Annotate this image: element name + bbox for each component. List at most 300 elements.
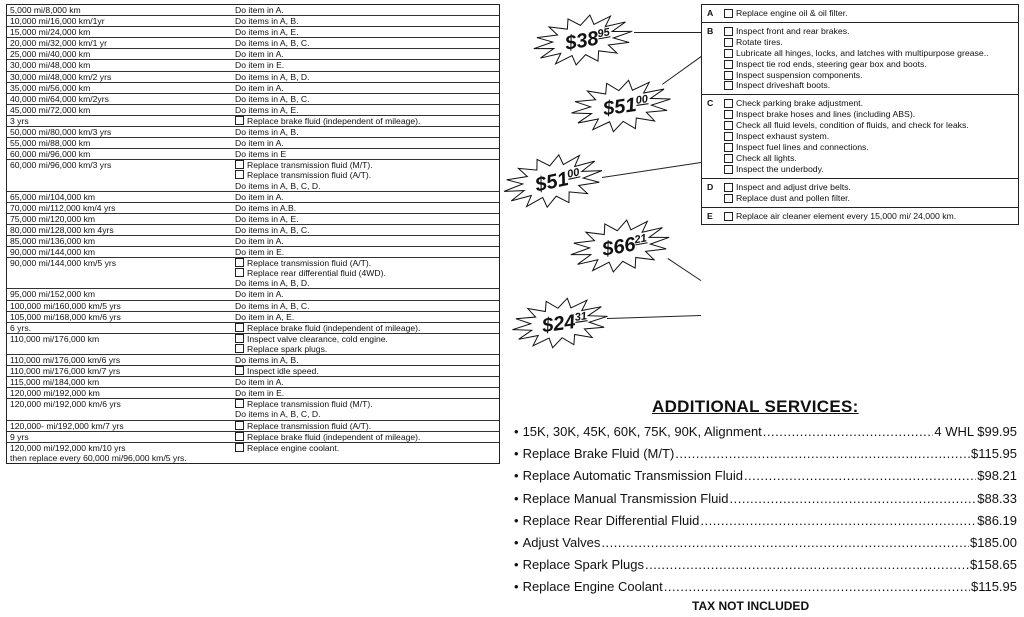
checkbox-icon [724,212,733,221]
schedule-action-text: Do item in A. [235,82,284,93]
checkbox-icon [724,194,733,203]
schedule-actions [232,192,499,202]
price-dollars: $51 [601,93,638,121]
schedule-actions [232,312,499,322]
package-item-text: Check parking brake adjustment. [736,98,863,109]
schedule-action [235,421,499,431]
schedule-action-text: Do items in A, B. [235,16,299,27]
schedule-row [7,38,499,49]
price-starburst [507,294,613,352]
schedule-actions [232,149,499,159]
package-item [724,70,1014,81]
package-item-text: Inspect brake hoses and lines (including ABS). [736,109,916,120]
schedule-interval: 35,000 mi/56,000 km [10,82,91,93]
bullet: • [514,535,519,551]
schedule-action [235,432,499,442]
schedule-actions [232,258,499,288]
checkbox-icon [724,165,733,174]
service-label: Replace Manual Transmission Fluid [522,490,729,506]
schedule-row [7,160,499,191]
checkbox-icon [235,399,244,408]
checkbox-icon [724,60,733,69]
schedule-action [235,160,499,170]
schedule-interval: 40,000 mi/64,000 km/2yrs [10,93,109,104]
schedule-row [7,366,499,377]
schedule-interval: 25,000 mi/40,000 km [10,49,91,60]
checkbox-icon [235,258,244,267]
schedule-action [235,27,499,37]
package-item [724,80,1014,91]
schedule-action-text: Do items in A, B, C, D. [235,409,321,420]
service-label: Replace Engine Coolant [522,579,663,595]
checkbox-icon [724,132,733,141]
service-label: Replace Spark Plugs [522,557,644,573]
schedule-action-text: Do item in A. [235,235,284,246]
schedule-interval: 50,000 mi/80,000 km/3 yrs [10,127,112,138]
schedule-actions [232,214,499,224]
package-item-text: Inspect tie rod ends, steering gear box and boots. [736,58,927,69]
schedule-action-text: Replace transmission fluid (M/T). [247,399,373,410]
dot-leader [675,443,970,465]
schedule-action [235,83,499,93]
schedule-action [235,203,499,213]
schedule-interval: 90,000 mi/144,000 km [10,247,96,258]
schedule-row [7,334,499,355]
schedule-interval: 75,000 mi/120,000 km [10,213,96,224]
service-price: $115.95 [970,579,1017,595]
schedule-actions [232,366,499,376]
schedule-row [7,214,499,225]
checkbox-icon [724,154,733,163]
dot-leader [730,488,977,510]
checkbox-icon [235,366,244,375]
dot-leader [763,421,934,443]
service-price: $115.95 [970,446,1017,462]
package-letter: C [707,98,714,109]
schedule-action-text: Replace spark plugs. [247,343,328,354]
schedule-actions [232,27,499,37]
schedule-actions [232,399,499,419]
package-item [724,48,1014,59]
schedule-actions [232,301,499,311]
schedule-action [235,105,499,115]
additional-services-list [514,421,1017,599]
schedule-interval: 120,000 mi/192,000 km [10,388,100,399]
schedule-interval: 60,000 mi/96,000 km [10,149,91,160]
checkbox-icon [724,143,733,152]
schedule-action [235,60,499,70]
schedule-action-text: Do item in A. [235,5,284,15]
service-package-e [702,208,1018,225]
schedule-row [7,127,499,138]
schedule-interval: 3 yrs [10,115,29,126]
schedule-interval: 110,000 mi/176,000 km/6 yrs [10,355,121,365]
package-item [724,120,1014,131]
price-cents: 00 [634,93,649,107]
schedule-row [7,94,499,105]
schedule-actions [232,289,499,299]
checkbox-icon [724,81,733,90]
package-item [724,131,1014,142]
schedule-row [7,60,499,71]
package-item-text: Inspect the underbody. [736,163,824,174]
checkbox-icon [724,49,733,58]
schedule-actions [232,83,499,93]
schedule-interval: 105,000 mi/168,000 km/6 yrs [10,311,121,322]
checkbox-icon [724,27,733,36]
package-item [724,211,1014,222]
schedule-action-text: Replace brake fluid (independent of mileage). [247,322,421,333]
additional-service-row [514,510,1017,532]
package-item-text: Replace engine oil & oil filter. [736,8,848,18]
schedule-row [7,16,499,27]
schedule-action [235,72,499,82]
checkbox-icon [235,323,244,332]
schedule-actions [232,16,499,26]
schedule-action-text: Do item in A. [235,377,284,388]
schedule-actions [232,355,499,365]
schedule-action-text: Do items in A, E. [235,27,299,38]
schedule-interval: 90,000 mi/144,000 km/5 yrs [10,258,117,269]
bullet: • [514,579,519,595]
bullet: • [514,468,519,484]
checkbox-icon [235,344,244,353]
checkbox-icon [724,71,733,80]
schedule-action-text: Do item in E. [235,388,285,399]
schedule-action [235,5,499,15]
schedule-actions [232,377,499,387]
schedule-footnote: then replace every 60,000 mi/96,000 km/5 yrs. [10,452,187,463]
package-item [724,193,1014,204]
schedule-interval: 60,000 mi/96,000 km/3 yrs [10,160,112,171]
schedule-action [235,289,499,299]
schedule-action [235,258,499,268]
package-letter: B [707,25,714,36]
schedule-interval: 120,000- mi/192,000 km/7 yrs [10,420,124,431]
additional-service-row [514,554,1017,576]
checkbox-icon [235,443,244,452]
schedule-actions [232,443,499,453]
schedule-row [7,388,499,399]
service-price: $88.33 [977,490,1017,506]
schedule-action [235,323,499,333]
schedule-row [7,377,499,388]
schedule-interval: 95,000 mi/152,000 km [10,289,96,300]
schedule-action-text: Replace brake fluid (independent of mileage). [247,431,421,442]
checkbox-icon [235,160,244,169]
schedule-action [235,127,499,137]
bullet: • [514,424,519,439]
schedule-interval: 9 yrs [10,431,29,442]
schedule-actions [232,247,499,257]
package-item-text: Inspect driveshaft boots. [736,80,831,91]
service-package-c [702,95,1018,178]
schedule-row [7,247,499,258]
schedule-interval: 6 yrs. [10,322,32,333]
schedule-row [7,203,499,214]
schedule-interval: 80,000 mi/128,000 km 4yrs [10,224,114,235]
schedule-action [235,278,499,288]
package-item [724,8,1014,19]
schedule-row [7,49,499,60]
schedule-action-text: Do items in A, B, D. [235,71,310,82]
schedule-actions [232,49,499,59]
schedule-action [235,192,499,202]
schedule-interval: 85,000 mi/136,000 km [10,235,96,246]
schedule-action [235,409,499,419]
price-leader-line [602,162,701,178]
additional-service-row [514,465,1017,487]
checkbox-icon [235,432,244,441]
schedule-interval: 110,000 mi/176,000 km/7 yrs [10,366,121,377]
package-item-text: Check all lights. [736,152,797,163]
schedule-actions [232,38,499,48]
additional-service-row [514,443,1017,465]
schedule-actions [232,127,499,137]
schedule-action [235,355,499,365]
schedule-action-text: Inspect valve clearance, cold engine. [247,333,388,344]
schedule-row [7,225,499,236]
package-item-text: Inspect and adjust drive belts. [736,181,851,192]
schedule-action-text: Replace transmission fluid (A/T). [247,258,372,269]
schedule-row [7,138,499,149]
schedule-action-text: Do items in A.B. [235,202,297,213]
package-item [724,37,1014,48]
bullet: • [514,490,519,506]
schedule-action [235,16,499,26]
schedule-action-text: Do items in A, E. [235,104,299,115]
schedule-action-text: Inspect idle speed. [247,366,319,377]
schedule-action-text: Do item in E. [235,247,285,258]
schedule-action-text: Do items in A, B, C. [235,38,310,49]
schedule-action-text: Do items in A, B, C, D. [235,180,321,191]
checkbox-icon [235,116,244,125]
schedule-action [235,38,499,48]
schedule-action [235,334,499,344]
schedule-actions [232,160,499,190]
additional-services-title: ADDITIONAL SERVICES: [652,397,859,416]
schedule-action [235,225,499,235]
schedule-row [7,116,499,127]
checkbox-icon [724,9,733,18]
service-package-b [702,23,1018,95]
schedule-action [235,236,499,246]
schedule-action [235,170,499,180]
package-item [724,182,1014,193]
schedule-row [7,258,499,289]
schedule-action-text: Do item in A. [235,138,284,149]
schedule-action [235,399,499,409]
schedule-action-text: Do item in A. [235,289,284,300]
price-leader-line [634,32,701,33]
schedule-action-text: Do item in A, E. [235,311,295,322]
schedule-action-text: Do items in A, E. [235,213,299,224]
schedule-action-text: Do items in A, B. [235,355,299,365]
service-price: $158.65 [970,557,1017,573]
schedule-interval: 45,000 mi/72,000 km [10,104,91,115]
package-item-text: Inspect exhaust system. [736,131,830,142]
schedule-actions [232,116,499,126]
schedule-row [7,72,499,83]
package-item-text: Inspect front and rear brakes. [736,25,850,36]
package-item [724,59,1014,70]
dot-leader [664,576,970,598]
schedule-action-text: Do items in A, B, C. [235,224,310,235]
schedule-actions [232,334,499,354]
service-price: $185.00 [970,535,1017,551]
schedule-action [235,138,499,148]
schedule-row [7,236,499,247]
schedule-row [7,443,499,453]
checkbox-icon [235,421,244,430]
schedule-action [235,301,499,311]
checkbox-icon [235,334,244,343]
schedule-action-text: Replace brake fluid (independent of mileage). [247,115,421,126]
checkbox-icon [235,268,244,277]
service-label: Replace Brake Fluid (M/T) [522,446,675,462]
price-starburst [565,216,675,276]
schedule-interval: 120,000 mi/192,000 km/6 yrs [10,399,121,410]
schedule-row [7,149,499,160]
schedule-action-text: Replace rear differential fluid (4WD). [247,268,386,279]
schedule-action [235,366,499,376]
package-item-text: Inspect fuel lines and connections. [736,141,869,152]
price-leader-line [607,315,701,319]
schedule-action [235,377,499,387]
price-cents: 95 [596,26,611,41]
schedule-action-text: Do items in A, B. [235,127,299,138]
price-cents: 31 [573,310,588,324]
checkbox-icon [724,121,733,130]
schedule-action-text: Do item in A. [235,191,284,202]
schedule-action [235,116,499,126]
schedule-actions [232,60,499,70]
checkbox-icon [724,110,733,119]
schedule-row [7,421,499,432]
package-item [724,153,1014,164]
price-starburst [566,76,676,136]
schedule-action-text: Do items in A, B, C. [235,93,310,104]
dot-leader [744,465,976,487]
service-price: 4 WHL $99.95 [934,424,1017,439]
schedule-action [235,214,499,224]
schedule-actions [232,388,499,398]
price-dollars: $24 [540,310,577,338]
service-packages-panel [701,4,1019,225]
price-starburst [528,11,638,69]
schedule-actions [232,236,499,246]
package-item-text: Inspect suspension components. [736,69,863,80]
package-item-text: Replace dust and pollen filter. [736,192,850,203]
schedule-row [7,192,499,203]
schedule-action [235,344,499,354]
checkbox-icon [724,38,733,47]
schedule-interval: 5,000 mi/8,000 km [10,5,81,15]
package-letter: E [707,210,713,221]
dot-leader [645,554,969,576]
schedule-interval: 120,000 mi/192,000 km/10 yrs [10,442,126,453]
checkbox-icon [724,99,733,108]
schedule-actions [232,72,499,82]
checkbox-icon [235,170,244,179]
schedule-row [7,289,499,300]
schedule-row [7,399,499,420]
bullet: • [514,557,519,573]
additional-service-row [514,532,1017,554]
service-label: 15K, 30K, 45K, 60K, 75K, 90K, Alignment [522,424,762,439]
schedule-interval: 55,000 mi/88,000 km [10,138,91,149]
additional-service-row [514,576,1017,598]
price-starburst [498,151,608,211]
schedule-actions [232,94,499,104]
schedule-action [235,247,499,257]
schedule-action-text: Do item in E. [235,60,285,71]
schedule-actions [232,421,499,431]
schedule-actions [232,5,499,15]
package-item [724,164,1014,175]
schedule-row-group [7,443,499,463]
schedule-action-text: Do items in A, B, C. [235,300,310,311]
package-item-text: Replace air cleaner element every 15,000 mi/ 24,000 km. [736,210,957,221]
tax-note: TAX NOT INCLUDED [692,599,810,613]
schedule-action-text: Replace transmission fluid (M/T). [247,160,373,171]
service-price: $98.21 [977,468,1017,484]
checkbox-icon [724,183,733,192]
package-item-text: Check all fluid levels, condition of fluids, and check for leaks. [736,120,969,131]
schedule-row [7,83,499,94]
schedule-action [235,94,499,104]
schedule-action-text: Replace transmission fluid (A/T). [247,420,372,431]
schedule-actions [232,138,499,148]
schedule-action [235,312,499,322]
schedule-action [235,388,499,398]
service-price: $86.19 [977,512,1017,528]
service-label: Replace Rear Differential Fluid [522,512,700,528]
schedule-action [235,149,499,159]
dot-leader [700,510,976,532]
schedule-interval: 70,000 mi/112,000 km/4 yrs [10,202,116,213]
schedule-row [7,355,499,366]
schedule-interval: 30,000 mi/48,000 km [10,60,91,71]
price-leader-line [662,56,702,85]
schedule-interval: 10,000 mi/16,000 km/1yr [10,16,105,27]
service-label: Adjust Valves [522,535,601,551]
price-dollars: $66 [600,233,638,261]
dot-leader [601,532,969,554]
schedule-interval: 100,000 mi/160,000 km/5 yrs [10,300,121,311]
bullet: • [514,512,519,528]
package-letter: A [707,8,714,18]
schedule-action-text: Do items in A, B, D. [235,278,310,289]
schedule-action [235,181,499,191]
schedule-actions [232,225,499,235]
service-package-d [702,179,1018,208]
package-letter: D [707,181,714,192]
schedule-action [235,49,499,59]
schedule-interval: 20,000 mi/32,000 km/1 yr [10,38,107,49]
bullet: • [514,446,519,462]
additional-service-row [514,488,1017,510]
schedule-interval: 110,000 mi/176,000 km [10,333,100,344]
schedule-action-text: Do items in E [235,149,287,160]
package-item-text: Lubricate all hinges, locks, and latches with multipurpose grease.. [736,47,989,58]
schedule-interval: 30,000 mi/48,000 km/2 yrs [10,71,112,82]
schedule-action-text: Do item in A. [235,49,284,60]
package-item [724,109,1014,120]
schedule-actions [232,432,499,442]
additional-service-row [514,421,1017,443]
schedule-row [7,312,499,323]
